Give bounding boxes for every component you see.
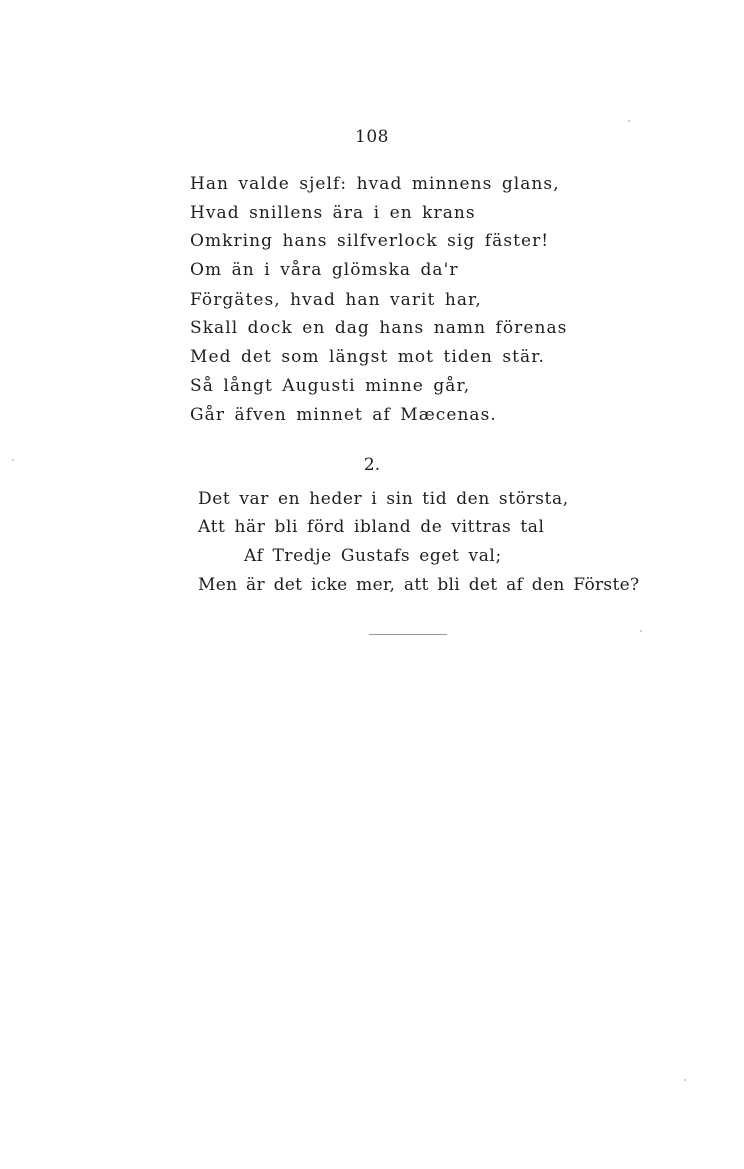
poem-line: Hvad snillens ära i en krans <box>190 203 476 223</box>
poem-line: Förgätes, hvad han varit har, <box>190 290 482 310</box>
poem-line: Med det som längst mot tiden stär. <box>190 347 545 367</box>
poem-line: Af Tredje Gustafs eget val; <box>244 546 502 566</box>
poem-line: Om än i våra glömska da'r <box>190 260 459 280</box>
paper-speck <box>684 1079 686 1081</box>
page-number: 108 <box>355 127 389 147</box>
poem-line: Går äfven minnet af Mæcenas. <box>190 405 497 425</box>
paper-speck <box>12 459 14 461</box>
end-rule-divider <box>369 634 447 635</box>
poem-line: Skall dock en dag hans namn förenas <box>190 318 568 338</box>
poem-line: Omkring hans silfverlock sig fäster! <box>190 231 550 251</box>
poem-line: Men är det icke mer, att bli det af den Förste? <box>198 575 640 595</box>
paper-speck <box>628 120 630 122</box>
poem-line: Han valde sjelf: hvad minnens glans, <box>190 174 560 194</box>
paper-speck <box>640 630 642 632</box>
poem-line: Så långt Augusti minne går, <box>190 376 471 396</box>
poem-line: Det var en heder i sin tid den största, <box>198 489 569 509</box>
section-number: 2. <box>363 455 381 475</box>
poem-line: Att här bli förd ibland de vittras tal <box>198 517 545 537</box>
